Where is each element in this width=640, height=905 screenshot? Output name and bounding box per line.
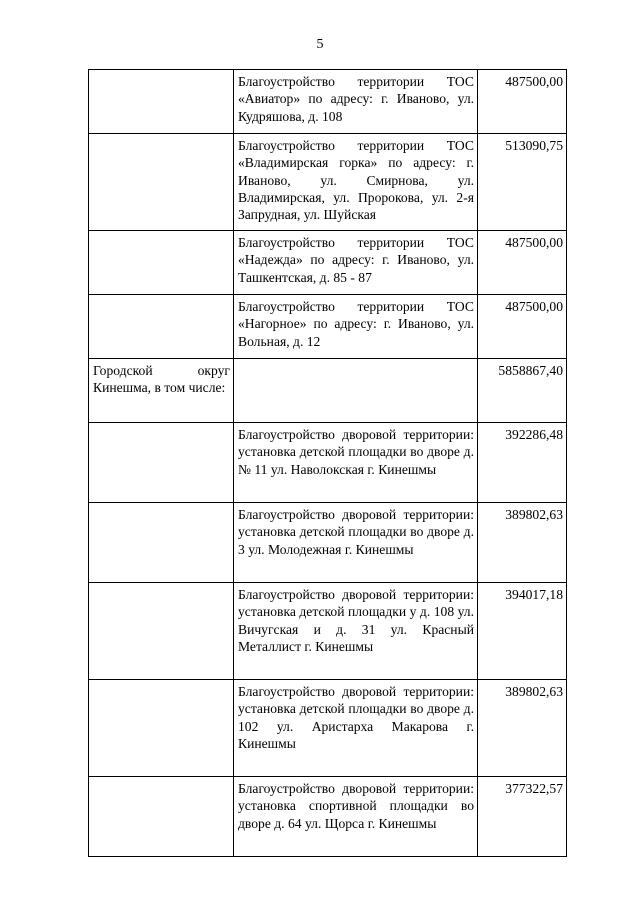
municipality-cell <box>89 503 234 583</box>
description-cell: Благоустройство дворовой территории: установка детской площадки во дворе д. № 11 ул. Наволокская г. Кинешмы <box>234 423 478 503</box>
amount-cell: 389802,63 <box>478 503 567 583</box>
budget-table <box>88 69 567 857</box>
description-cell: Благоустройство дворовой территории: установка детской площадки во дворе д. 102 ул. Аристарха Макарова г. Кинешмы <box>234 680 478 777</box>
description-cell: Благоустройство территории ТОС «Авиатор» по адресу: г. Иваново, ул. Кудряшова, д. 108 <box>234 70 478 134</box>
table-row <box>89 70 567 134</box>
municipality-cell <box>89 423 234 503</box>
municipality-cell <box>89 777 234 857</box>
description-cell: Благоустройство дворовой территории: установка детской площадки во дворе д. 3 ул. Молодежная г. Кинешмы <box>234 503 478 583</box>
amount-cell: 5858867,40 <box>478 359 567 423</box>
table-row <box>89 680 567 777</box>
amount-cell: 394017,18 <box>478 583 567 680</box>
municipality-cell: Городской округ Кинешма, в том числе: <box>89 359 234 423</box>
description-cell: Благоустройство территории ТОС «Владимирская горка» по адресу: г. Иваново, ул. Смирнова, ул. Владимирская, ул. Пророкова, ул. 2-я Запрудная, ул. Шуйская <box>234 134 478 231</box>
amount-cell: 389802,63 <box>478 680 567 777</box>
municipality-cell <box>89 583 234 680</box>
table-row <box>89 295 567 359</box>
table-row <box>89 134 567 231</box>
description-cell: Благоустройство дворовой территории: установка спортивной площадки во дворе д. 64 ул. Щорса г. Кинешмы <box>234 777 478 857</box>
table-row <box>89 231 567 295</box>
amount-cell: 487500,00 <box>478 231 567 295</box>
municipality-cell <box>89 134 234 231</box>
table-row <box>89 583 567 680</box>
table-row <box>89 423 567 503</box>
municipality-cell <box>89 680 234 777</box>
description-cell: Благоустройство территории ТОС «Надежда» по адресу: г. Иваново, ул. Ташкентская, д. 85 - 87 <box>234 231 478 295</box>
description-cell: Благоустройство дворовой территории: установка детской площадки у д. 108 ул. Вичугская и д. 31 ул. Красный Металлист г. Кинешмы <box>234 583 478 680</box>
table-row <box>89 777 567 857</box>
amount-cell: 377322,57 <box>478 777 567 857</box>
description-cell: Благоустройство территории ТОС «Нагорное» по адресу: г. Иваново, ул. Вольная, д. 12 <box>234 295 478 359</box>
amount-cell: 392286,48 <box>478 423 567 503</box>
amount-cell: 487500,00 <box>478 70 567 134</box>
table-row <box>89 503 567 583</box>
municipality-cell <box>89 70 234 134</box>
page-number: 5 <box>316 37 324 52</box>
table-row <box>89 359 567 423</box>
amount-cell: 487500,00 <box>478 295 567 359</box>
municipality-cell <box>89 295 234 359</box>
amount-cell: 513090,75 <box>478 134 567 231</box>
description-cell <box>234 359 478 423</box>
municipality-cell <box>89 231 234 295</box>
